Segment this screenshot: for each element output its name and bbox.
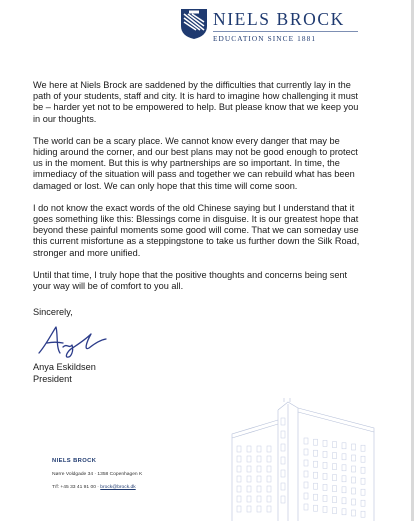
- building-window: [267, 476, 271, 482]
- building-window: [281, 431, 285, 438]
- building-window: [237, 486, 241, 492]
- building-window: [333, 508, 337, 514]
- handwritten-signature: [36, 323, 108, 361]
- building-window: [314, 494, 318, 500]
- letter-paragraph: The world can be a scary place. We cannot know every danger that may be hiding around the corner, and our best plans may not be good enough to protect us in the moment. But this is why partnerships are so important. In time, the immediacy of the situation will pass and together we can rebuild what has been damaged or lost. We can only hope that this time will come soon.: [33, 135, 358, 191]
- building-window: [352, 455, 356, 461]
- building-window: [237, 506, 241, 512]
- building-window: [352, 488, 356, 494]
- brand-divider: [213, 31, 358, 32]
- signer-block: [33, 362, 96, 385]
- building-window: [281, 483, 285, 490]
- letter-paragraph: We here at Niels Brock are saddened by the difficulties that currently lay in the path of your students, staff and city. It is hard to imagine how challenging it must be – harder yet not to be empowered to help. But please know that we keep you in our thoughts.: [33, 80, 359, 124]
- building-window: [257, 456, 261, 462]
- building-window: [267, 466, 271, 472]
- building-window: [352, 510, 356, 516]
- building-window: [342, 487, 346, 493]
- building-window: [267, 446, 271, 452]
- building-window: [314, 505, 318, 511]
- building-window: [267, 506, 271, 512]
- building-window: [323, 495, 327, 501]
- building-window: [314, 461, 318, 467]
- building-window: [361, 500, 365, 506]
- building-window: [237, 476, 241, 482]
- signer-name: Anya Eskildsen: [33, 362, 96, 372]
- building-window: [333, 464, 337, 470]
- letter-paragraph: Until that time, I truly hope that the positive thoughts and concerns being sent your way will be of comfort to you all.: [33, 269, 348, 292]
- brand-tagline: EDUCATION SINCE 1881: [213, 34, 317, 43]
- building-window: [267, 486, 271, 492]
- building-window: [342, 443, 346, 449]
- building-window: [361, 467, 365, 473]
- building-window: [247, 446, 251, 452]
- building-window: [281, 457, 285, 464]
- building-window: [281, 496, 285, 503]
- letter-paragraph: I do not know the exact words of the old Chinese saying but I understand that it goes something like this: Blessings come in disguise. It is our greatest hope that beyond these painful moments some good will come. That we can someday use this current misfortune as a steppingstone to take us further down the Silk Road, stronger and more unified.: [33, 202, 360, 258]
- building-window: [314, 472, 318, 478]
- building-window: [304, 493, 308, 499]
- building-window: [352, 499, 356, 505]
- building-illustration: [228, 398, 376, 521]
- footer-email-link[interactable]: brock@brock.dk: [100, 485, 136, 490]
- building-window: [323, 440, 327, 446]
- building-window: [342, 476, 346, 482]
- building-window: [247, 466, 251, 472]
- letter-closing: Sincerely,: [33, 307, 73, 317]
- building-window: [257, 506, 261, 512]
- letterhead: [180, 7, 358, 43]
- building-window: [304, 449, 308, 455]
- building-window: [323, 506, 327, 512]
- building-window: [304, 482, 308, 488]
- shield-logo-icon: [180, 8, 208, 40]
- building-window: [304, 438, 308, 444]
- building-window: [237, 456, 241, 462]
- building-window: [237, 446, 241, 452]
- footer-phone: T/f: +45 33 41 91 00 ·: [52, 485, 101, 490]
- building-window: [333, 453, 337, 459]
- building-window: [342, 454, 346, 460]
- footer-contact: [52, 485, 142, 490]
- building-window: [247, 496, 251, 502]
- building-window: [342, 465, 346, 471]
- building-window: [333, 497, 337, 503]
- building-window: [323, 484, 327, 490]
- building-window: [247, 476, 251, 482]
- footer-company-name: NIELS BROCK: [52, 458, 97, 464]
- building-window: [323, 462, 327, 468]
- footer: [52, 458, 142, 490]
- footer-address: Nørre Voldgade 34 · 1358 Copenhagen K: [52, 472, 143, 477]
- brand-name: NIELS BROCK: [213, 9, 345, 29]
- building-window: [257, 486, 261, 492]
- building-window: [333, 486, 337, 492]
- building-window: [314, 483, 318, 489]
- building-window: [237, 466, 241, 472]
- building-window: [247, 506, 251, 512]
- building-window: [267, 456, 271, 462]
- building-window: [247, 456, 251, 462]
- building-window: [323, 451, 327, 457]
- building-window: [281, 470, 285, 477]
- building-window: [314, 439, 318, 445]
- building-window: [342, 509, 346, 515]
- letter-body: [33, 80, 363, 303]
- building-window: [361, 456, 365, 462]
- building-window: [257, 446, 261, 452]
- building-window: [257, 476, 261, 482]
- building-window: [257, 496, 261, 502]
- building-window: [352, 444, 356, 450]
- building-window: [247, 486, 251, 492]
- building-window: [281, 444, 285, 451]
- building-window: [352, 477, 356, 483]
- building-window: [314, 450, 318, 456]
- building-window: [304, 471, 308, 477]
- building-window: [361, 489, 365, 495]
- building-window: [352, 466, 356, 472]
- building-window: [333, 442, 337, 448]
- building-window: [361, 478, 365, 484]
- building-window: [333, 475, 337, 481]
- building-window: [342, 498, 346, 504]
- building-window: [257, 466, 261, 472]
- building-window: [361, 445, 365, 451]
- building-window: [323, 473, 327, 479]
- building-window: [304, 460, 308, 466]
- building-window: [237, 496, 241, 502]
- building-window: [281, 418, 285, 425]
- building-window: [361, 511, 365, 517]
- building-window: [267, 496, 271, 502]
- building-window: [304, 504, 308, 510]
- signer-title: President: [33, 373, 72, 384]
